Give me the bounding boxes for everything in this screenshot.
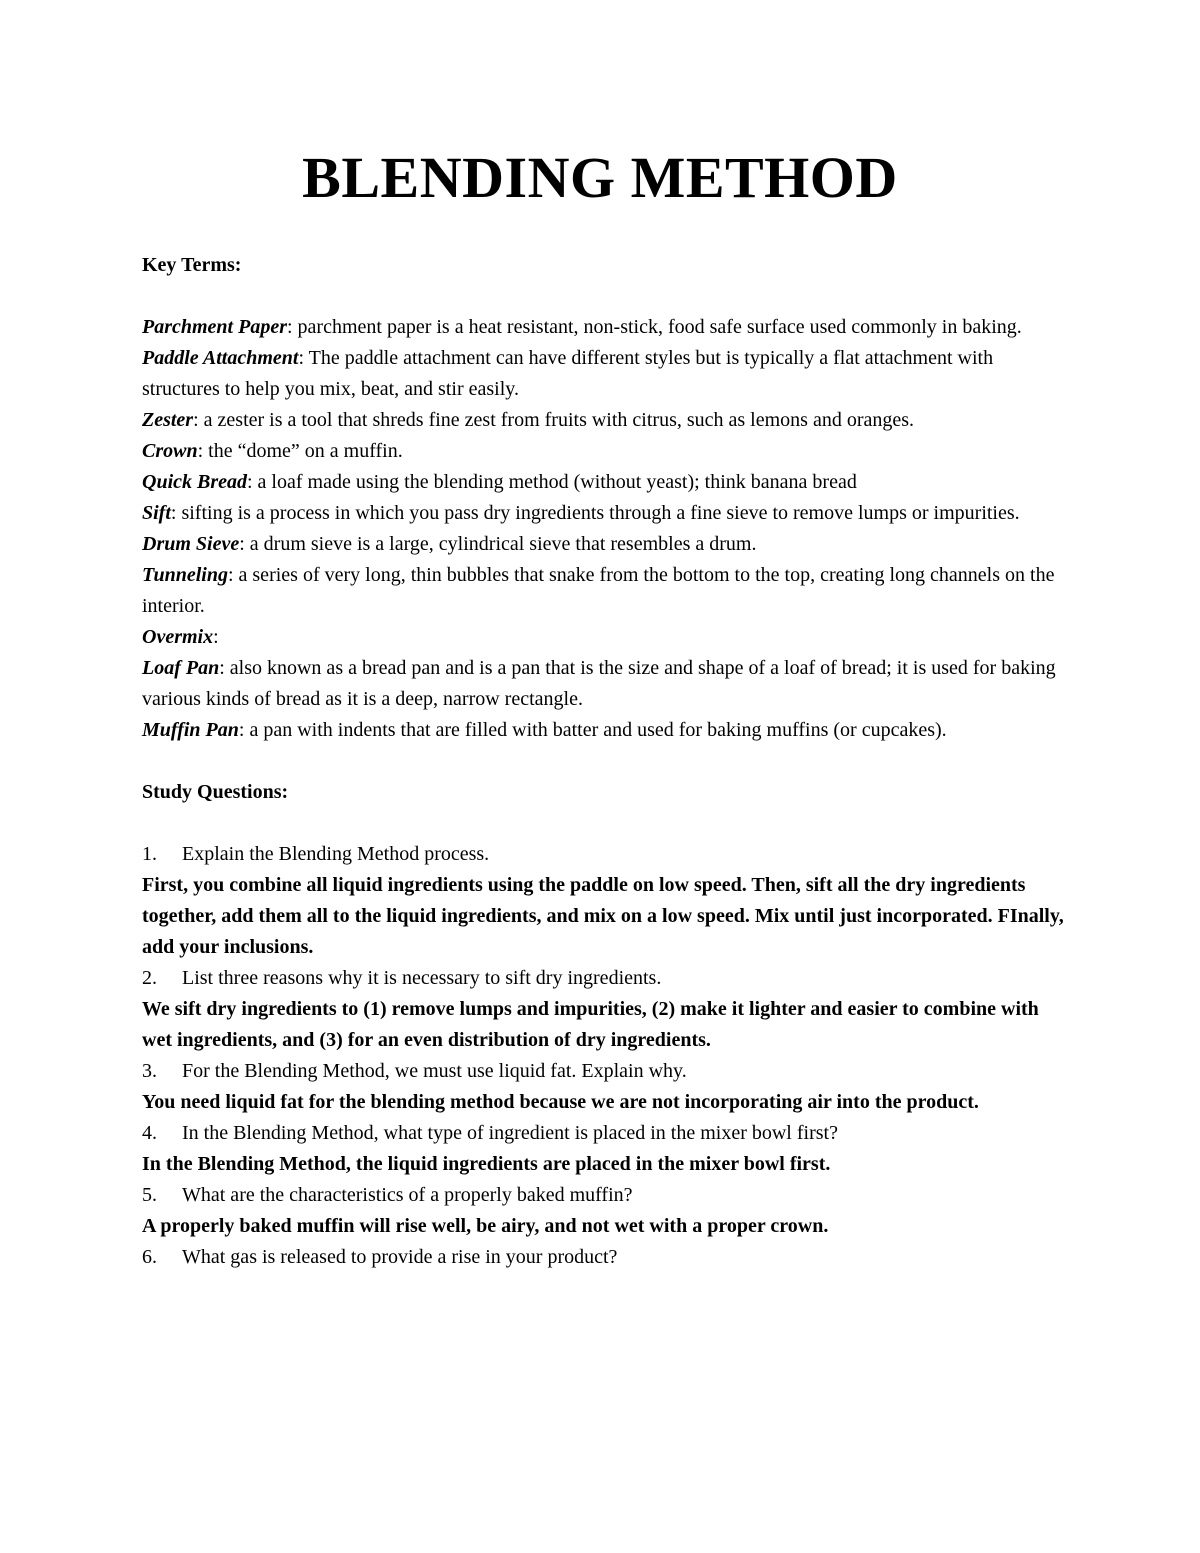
term-name: Crown xyxy=(142,440,198,462)
term-definition: : a loaf made using the blending method (without yeast); think banana bread xyxy=(247,471,857,493)
term-item xyxy=(142,405,1067,436)
answer-text: We sift dry ingredients to (1) remove lumps and impurities, (2) make it lighter and easier to combine with wet ingredients, and (3) for an even distribution of dry ingredients. xyxy=(142,998,1039,1051)
term-definition: : a zester is a tool that shreds fine zest from fruits with citrus, such as lemons and oranges. xyxy=(193,409,915,431)
question-item xyxy=(142,1118,1067,1149)
spacer xyxy=(142,281,1067,312)
term-name: Zester xyxy=(142,409,194,431)
study-questions-list xyxy=(142,839,1067,1273)
term-definition: : the “dome” on a muffin. xyxy=(197,440,403,462)
term-definition: : sifting is a process in which you pass dry ingredients through a fine sieve to remove lumps or impurities. xyxy=(170,502,1020,524)
question-text: What gas is released to provide a rise in your product? xyxy=(182,1246,618,1268)
term-name: Overmix xyxy=(142,626,214,648)
question-number: 3. xyxy=(142,1060,157,1082)
term-item xyxy=(142,436,1067,467)
term-item xyxy=(142,653,1067,715)
question-item xyxy=(142,963,1067,994)
term-definition: : a series of very long, thin bubbles that snake from the bottom to the top, creating long channels on the interior. xyxy=(142,564,1055,617)
key-terms-list xyxy=(142,312,1067,746)
term-item xyxy=(142,560,1067,622)
question-number: 4. xyxy=(142,1122,157,1144)
term-name: Tunneling xyxy=(142,564,228,586)
study-questions-heading: Study Questions: xyxy=(142,781,289,803)
term-name: Quick Bread xyxy=(142,471,247,493)
spacer xyxy=(142,746,1067,777)
question-text: In the Blending Method, what type of ingredient is placed in the mixer bowl first? xyxy=(182,1122,838,1144)
question-number: 5. xyxy=(142,1184,157,1206)
answer-text: In the Blending Method, the liquid ingredients are placed in the mixer bowl first. xyxy=(142,1153,831,1175)
question-text: List three reasons why it is necessary to sift dry ingredients. xyxy=(182,967,662,989)
term-definition: : The paddle attachment can have different styles but is typically a flat attachment with structures to help you mix, beat, and stir easily. xyxy=(142,347,994,400)
document-body xyxy=(142,250,1067,1273)
question-item xyxy=(142,839,1067,870)
term-name: Drum Sieve xyxy=(142,533,240,555)
answer-text: A properly baked muffin will rise well, be airy, and not wet with a proper crown. xyxy=(142,1215,829,1237)
term-item xyxy=(142,622,1067,653)
term-name: Parchment Paper xyxy=(142,316,287,338)
term-item xyxy=(142,715,1067,746)
question-text: What are the characteristics of a properly baked muffin? xyxy=(182,1184,633,1206)
term-definition: : a drum sieve is a large, cylindrical sieve that resembles a drum. xyxy=(239,533,757,555)
term-item xyxy=(142,529,1067,560)
question-number: 6. xyxy=(142,1246,157,1268)
answer-text: You need liquid fat for the blending method because we are not incorporating air into the product. xyxy=(142,1091,979,1113)
term-name: Sift xyxy=(142,502,171,524)
term-definition: : a pan with indents that are filled with batter and used for baking muffins (or cupcakes). xyxy=(238,719,947,741)
key-terms-heading: Key Terms: xyxy=(142,254,242,276)
question-item xyxy=(142,1056,1067,1087)
term-item xyxy=(142,498,1067,529)
question-text: For the Blending Method, we must use liquid fat. Explain why. xyxy=(182,1060,687,1082)
question-item xyxy=(142,1242,1067,1273)
term-definition: : also known as a bread pan and is a pan that is the size and shape of a loaf of bread; it is used for baking various kinds of bread as it is a deep, narrow rectangle. xyxy=(142,657,1056,710)
term-definition: : xyxy=(213,626,219,648)
question-item xyxy=(142,1180,1067,1211)
page-title: BLENDING METHOD xyxy=(302,145,898,210)
term-item xyxy=(142,343,1067,405)
term-definition: : parchment paper is a heat resistant, non-stick, food safe surface used commonly in baking. xyxy=(287,316,1022,338)
term-item xyxy=(142,312,1067,343)
term-name: Loaf Pan xyxy=(142,657,220,679)
term-name: Muffin Pan xyxy=(142,719,239,741)
question-number: 1. xyxy=(142,843,157,865)
question-text: Explain the Blending Method process. xyxy=(182,843,490,865)
answer-text: First, you combine all liquid ingredients using the paddle on low speed. Then, sift all the dry ingredients together, add them all to the liquid ingredients, and mix on a low speed. Mix until just incorporated. FInally, add your inclusions. xyxy=(142,874,1064,958)
term-item xyxy=(142,467,1067,498)
spacer xyxy=(142,808,1067,839)
question-number: 2. xyxy=(142,967,157,989)
term-name: Paddle Attachment xyxy=(142,347,299,369)
